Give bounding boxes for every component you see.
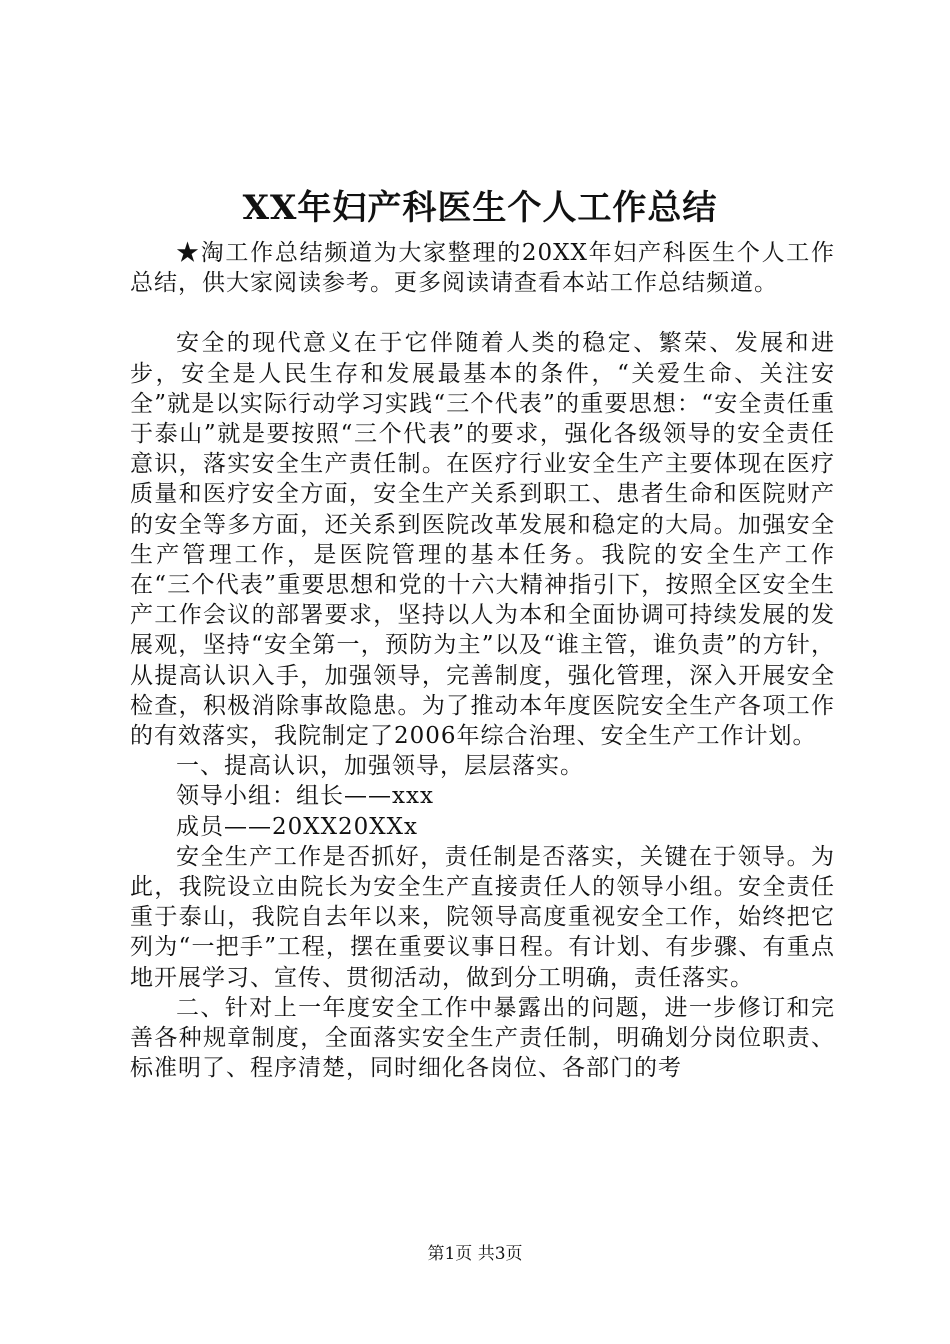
body-paragraph: 领导小组：组长——xxx [176, 783, 434, 810]
document-title: XX年妇产科医生个人工作总结 [242, 188, 718, 228]
section-heading: 一、提高认识，加强领导，层层落实。 [176, 753, 584, 780]
page-number-footer: 第1页 共3页 [427, 1244, 523, 1264]
body-paragraph: 安全生产工作是否抓好，责任制是否落实，关键在于领导。为此，我院设立由院长为安全生产直接责任人的领导小组。安全责任重于泰山，我院自去年以来，院领导高度重视安全工作，始终把它列为“一把手”工程，摆在重要议事日程。有计划、有步骤、有重点地开展学习、宣传、贯彻活动，做到分工明确，责任落实。 [130, 843, 835, 991]
section-heading: 二、针对上一年度安全工作中暴露出的问题，进一步修订和完善各种规章制度，全面落实安全生产责任制，明确划分岗位职责、标准明了、程序清楚，同时细化各岗位、各部门的考 [130, 994, 835, 1082]
body-paragraph: 安全的现代意义在于它伴随着人类的稳定、繁荣、发展和进步，安全是人民生存和发展最基本的条件，“关爱生命、关注安全”就是以实际行动学习实践“三个代表”的重要思想：“安全责任重于泰山”就是要按照“三个代表”的要求，强化各级领导的安全责任意识，落实安全生产责任制。在医疗行业安全生产主要体现在医疗质量和医疗安全方面，安全生产关系到职工、患者生命和医院财产的安全等多方面，还关系到医院改革发展和稳定的大局。加强安全生产管理工作，是医院管理的基本任务。我院的安全生产工作在“三个代表”重要思想和党的十六大精神指引下，按照全区安全生产工作会议的部署要求，坚持以人为本和全面协调可持续发展的发展观，坚持“安全第一，预防为主”以及“谁主管，谁负责”的方针，从提高认识入手，加强领导，完善制度，强化管理，深入开展安全检查，积极消除事故隐患。为了推动本年度医院安全生产各项工作的有效落实，我院制定了2006年综合治理、安全生产工作计划。 [130, 330, 835, 750]
body-paragraph: 成员——20XX20XXx [176, 813, 419, 840]
document-body [130, 238, 835, 1083]
intro-paragraph: ★淘工作总结频道为大家整理的20XX年妇产科医生个人工作总结，供大家阅读参考。更多阅读请查看本站工作总结频道。 [130, 240, 835, 297]
